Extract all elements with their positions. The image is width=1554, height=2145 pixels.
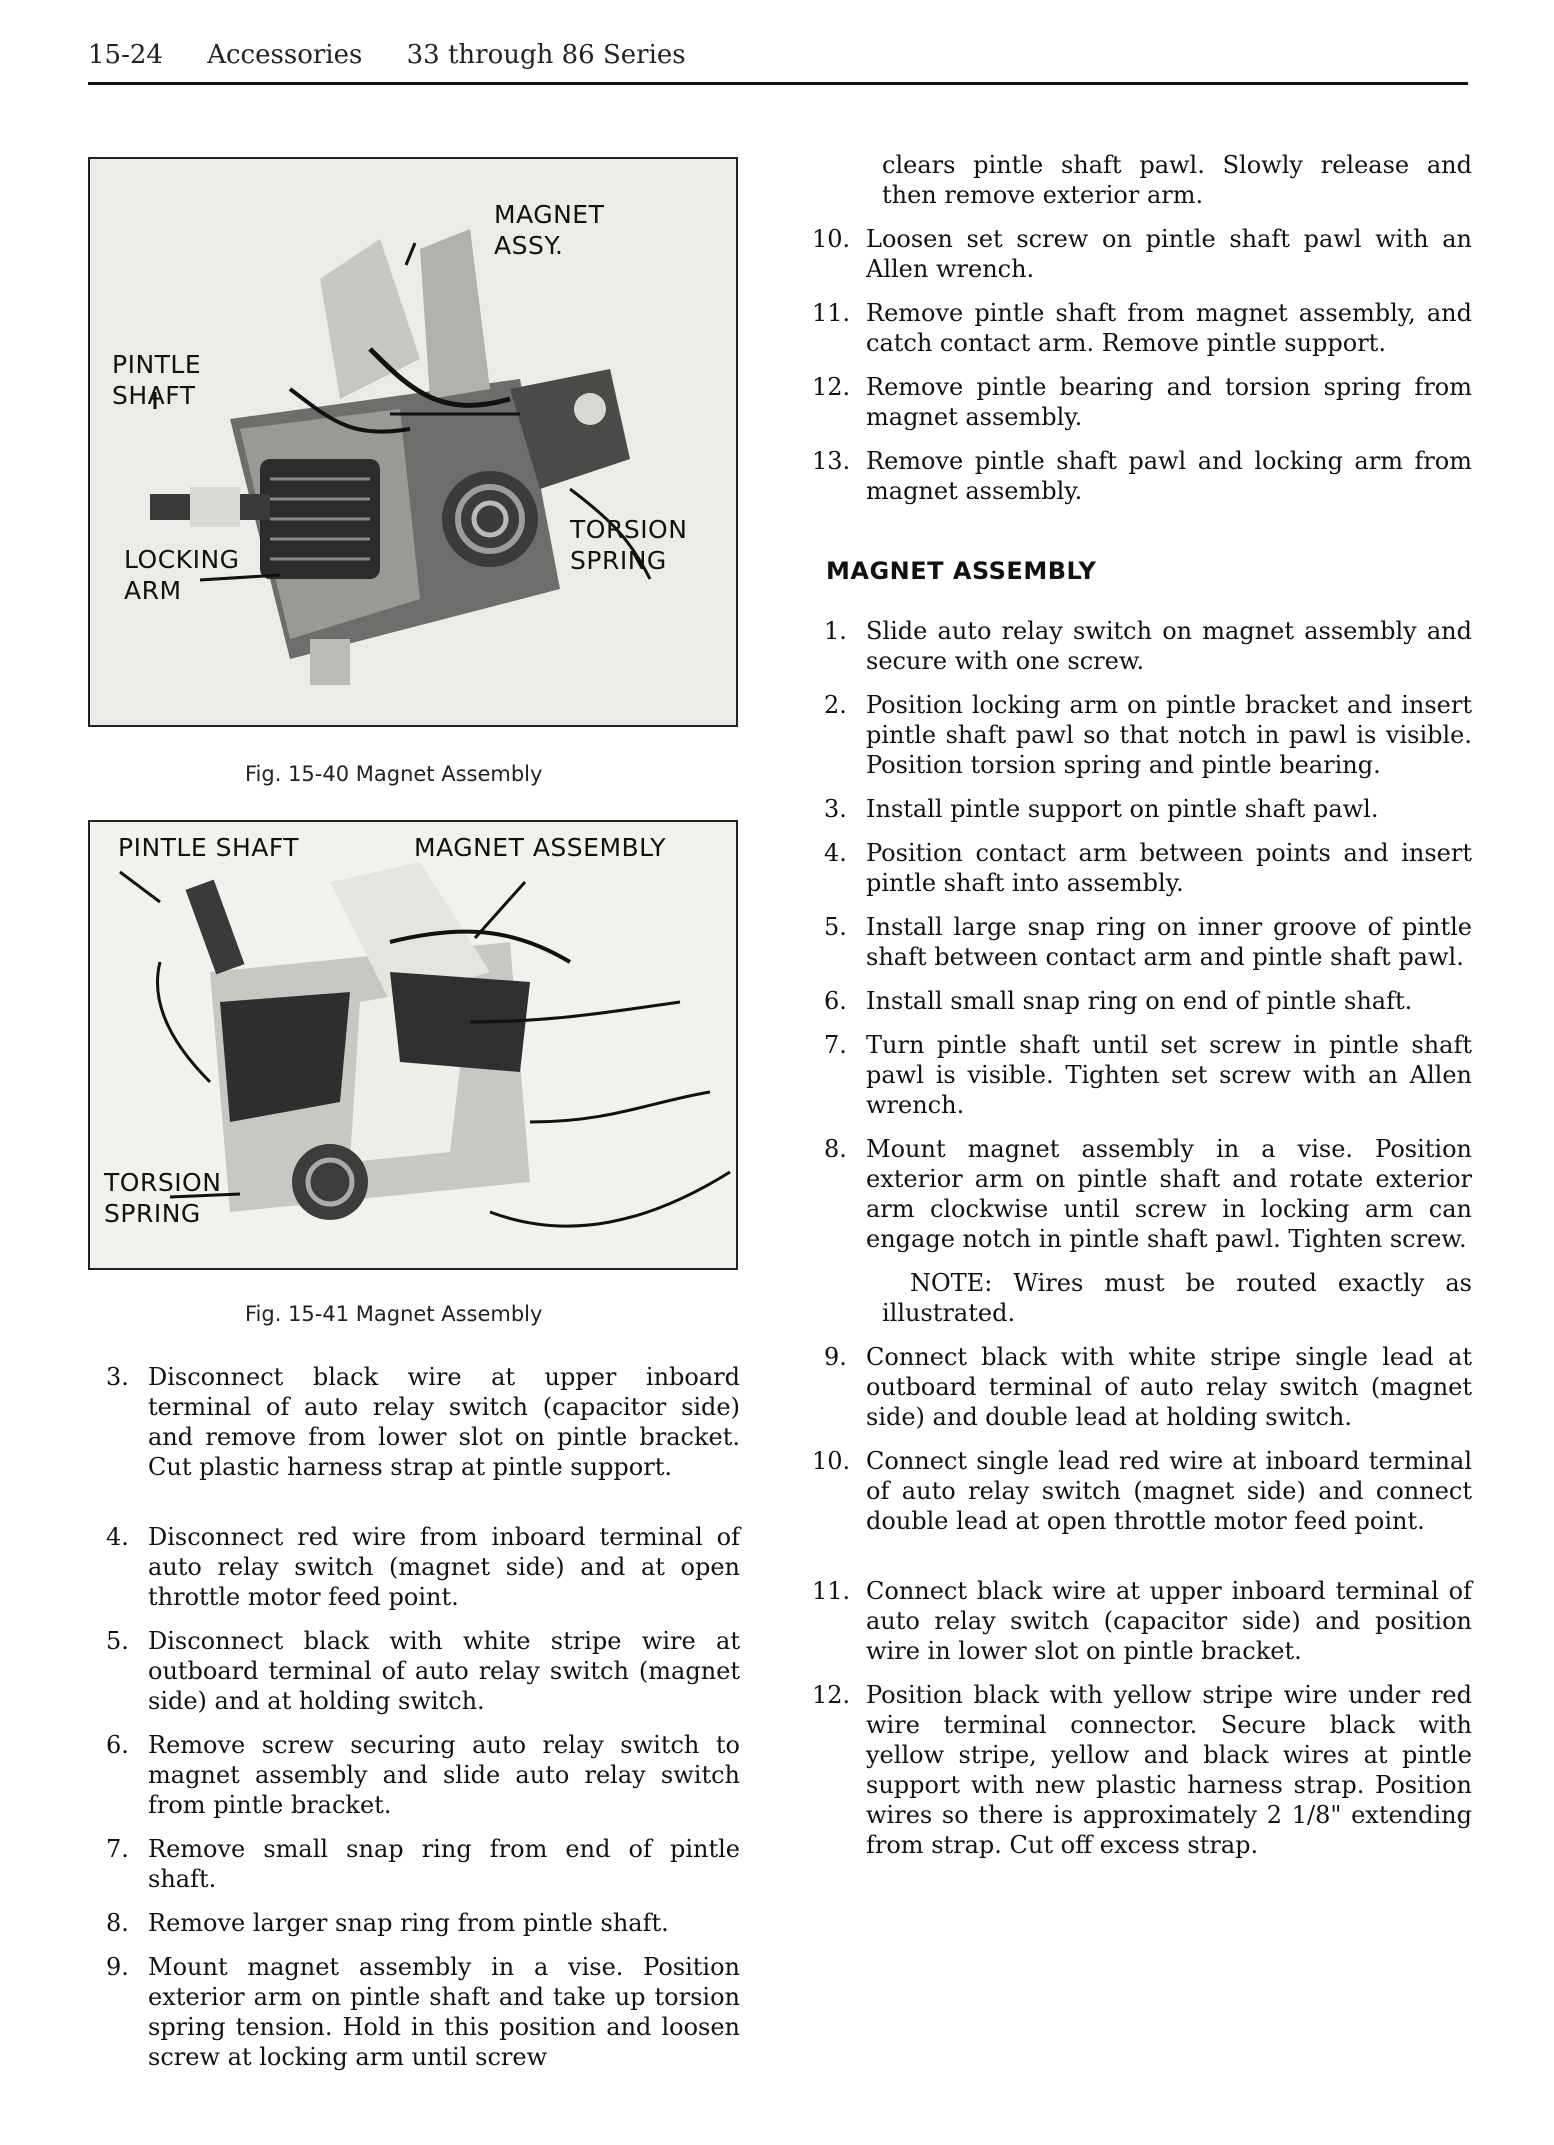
right-text-column (812, 150, 1472, 1874)
page-number: 15-24 (88, 40, 163, 70)
figure-15-40 (88, 157, 738, 727)
list-item: 1. Slide auto relay switch on magnet assembly and secure with one screw. (824, 617, 1472, 675)
series-name: 33 through 86 Series (406, 40, 686, 70)
continued-paragraph: clears pintle shaft pawl. Slowly release and then remove exterior arm. (882, 151, 1472, 209)
list-item: 2. Position locking arm on pintle bracket and insert pintle shaft pawl so that notch in pawl is visible. Position torsion spring and pintle bearing. (824, 691, 1472, 779)
list-item: 3. Disconnect black wire at upper inboard terminal of auto relay switch (capacitor side) and remove from lower slot on pintle bracket. Cut plastic harness strap at pintle support. (106, 1363, 740, 1481)
left-text-column (100, 1362, 740, 2086)
header-rule (88, 82, 1468, 85)
section-name: Accessories (207, 40, 363, 70)
figure-caption-15-40: Fig. 15-40 Magnet Assembly (245, 762, 543, 786)
callout-magnet-assy: MAGNET ASSY. (494, 200, 605, 260)
list-item: 4. Position contact arm between points and insert pintle shaft into assembly. (824, 839, 1472, 897)
callout-pintle-shaft-2: PINTLE SHAFT (118, 833, 300, 862)
page-header (88, 40, 1468, 70)
list-item: 4. Disconnect red wire from inboard terminal of auto relay switch (magnet side) and at open throttle motor feed point. (106, 1523, 740, 1611)
callout-magnet-assembly: MAGNET ASSEMBLY (414, 833, 667, 862)
list-item: 9. Mount magnet assembly in a vise. Position exterior arm on pintle shaft and take up torsion spring tension. Hold in this position and loosen screw at locking arm until screw (106, 1953, 740, 2071)
callout-locking-arm: LOCKING ARM (124, 545, 240, 605)
list-item: 10. Connect single lead red wire at inboard terminal of auto relay switch (magnet side) and connect double lead at open throttle motor feed point. (812, 1447, 1472, 1535)
list-item: 7. Remove small snap ring from end of pintle shaft. (106, 1835, 740, 1893)
figure-15-41 (88, 820, 738, 1270)
magnet-assembly-photo-1 (90, 159, 736, 725)
list-item: 11. Connect black wire at upper inboard terminal of auto relay switch (capacitor side) and position wire in lower slot on pintle bracket. (812, 1577, 1472, 1665)
list-item: 12. Remove pintle bearing and torsion spring from magnet assembly. (812, 373, 1472, 431)
list-item: 6. Remove screw securing auto relay switch to magnet assembly and slide auto relay switch from pintle bracket. (106, 1731, 740, 1819)
list-item: 12. Position black with yellow stripe wire under red wire terminal connector. Secure black with yellow stripe, yellow and black wires at pintle support with new plastic harness strap. Position wires so there is approximately 2 1/8" extending from strap. Cut off excess strap. (812, 1681, 1472, 1859)
list-item: 13. Remove pintle shaft pawl and locking arm from magnet assembly. (812, 447, 1472, 505)
callout-torsion-spring: TORSION SPRING (570, 515, 688, 575)
list-item: 11. Remove pintle shaft from magnet assembly, and catch contact arm. Remove pintle support. (812, 299, 1472, 357)
list-item: 3. Install pintle support on pintle shaft pawl. (824, 795, 1379, 823)
list-item: 9. Connect black with white stripe single lead at outboard terminal of auto relay switch (magnet side) and double lead at holding switch. (824, 1343, 1472, 1431)
callout-torsion-spring-2: TORSION SPRING (104, 1168, 222, 1228)
list-item: 8. Mount magnet assembly in a vise. Position exterior arm on pintle shaft and rotate exterior arm clockwise until screw in locking arm can engage notch in pintle shaft pawl. Tighten screw. (824, 1135, 1472, 1253)
figure-caption-15-41: Fig. 15-41 Magnet Assembly (245, 1302, 543, 1326)
list-item: 6. Install small snap ring on end of pintle shaft. (824, 987, 1413, 1015)
list-item: 8. Remove larger snap ring from pintle shaft. (106, 1909, 669, 1937)
list-item: 5. Disconnect black with white stripe wire at outboard terminal of auto relay switch (magnet side) and at holding switch. (106, 1627, 740, 1715)
list-item: 10. Loosen set screw on pintle shaft pawl with an Allen wrench. (812, 225, 1472, 283)
list-item: 5. Install large snap ring on inner groove of pintle shaft between contact arm and pintle shaft pawl. (824, 913, 1472, 971)
section-title: MAGNET ASSEMBLY (826, 557, 1097, 585)
callout-pintle-shaft: PINTLE SHAFT (112, 350, 202, 410)
list-item: 7. Turn pintle shaft until set screw in pintle shaft pawl is visible. Tighten set screw with an Allen wrench. (824, 1031, 1472, 1119)
note-paragraph: NOTE: Wires must be routed exactly as illustrated. (882, 1269, 1472, 1327)
